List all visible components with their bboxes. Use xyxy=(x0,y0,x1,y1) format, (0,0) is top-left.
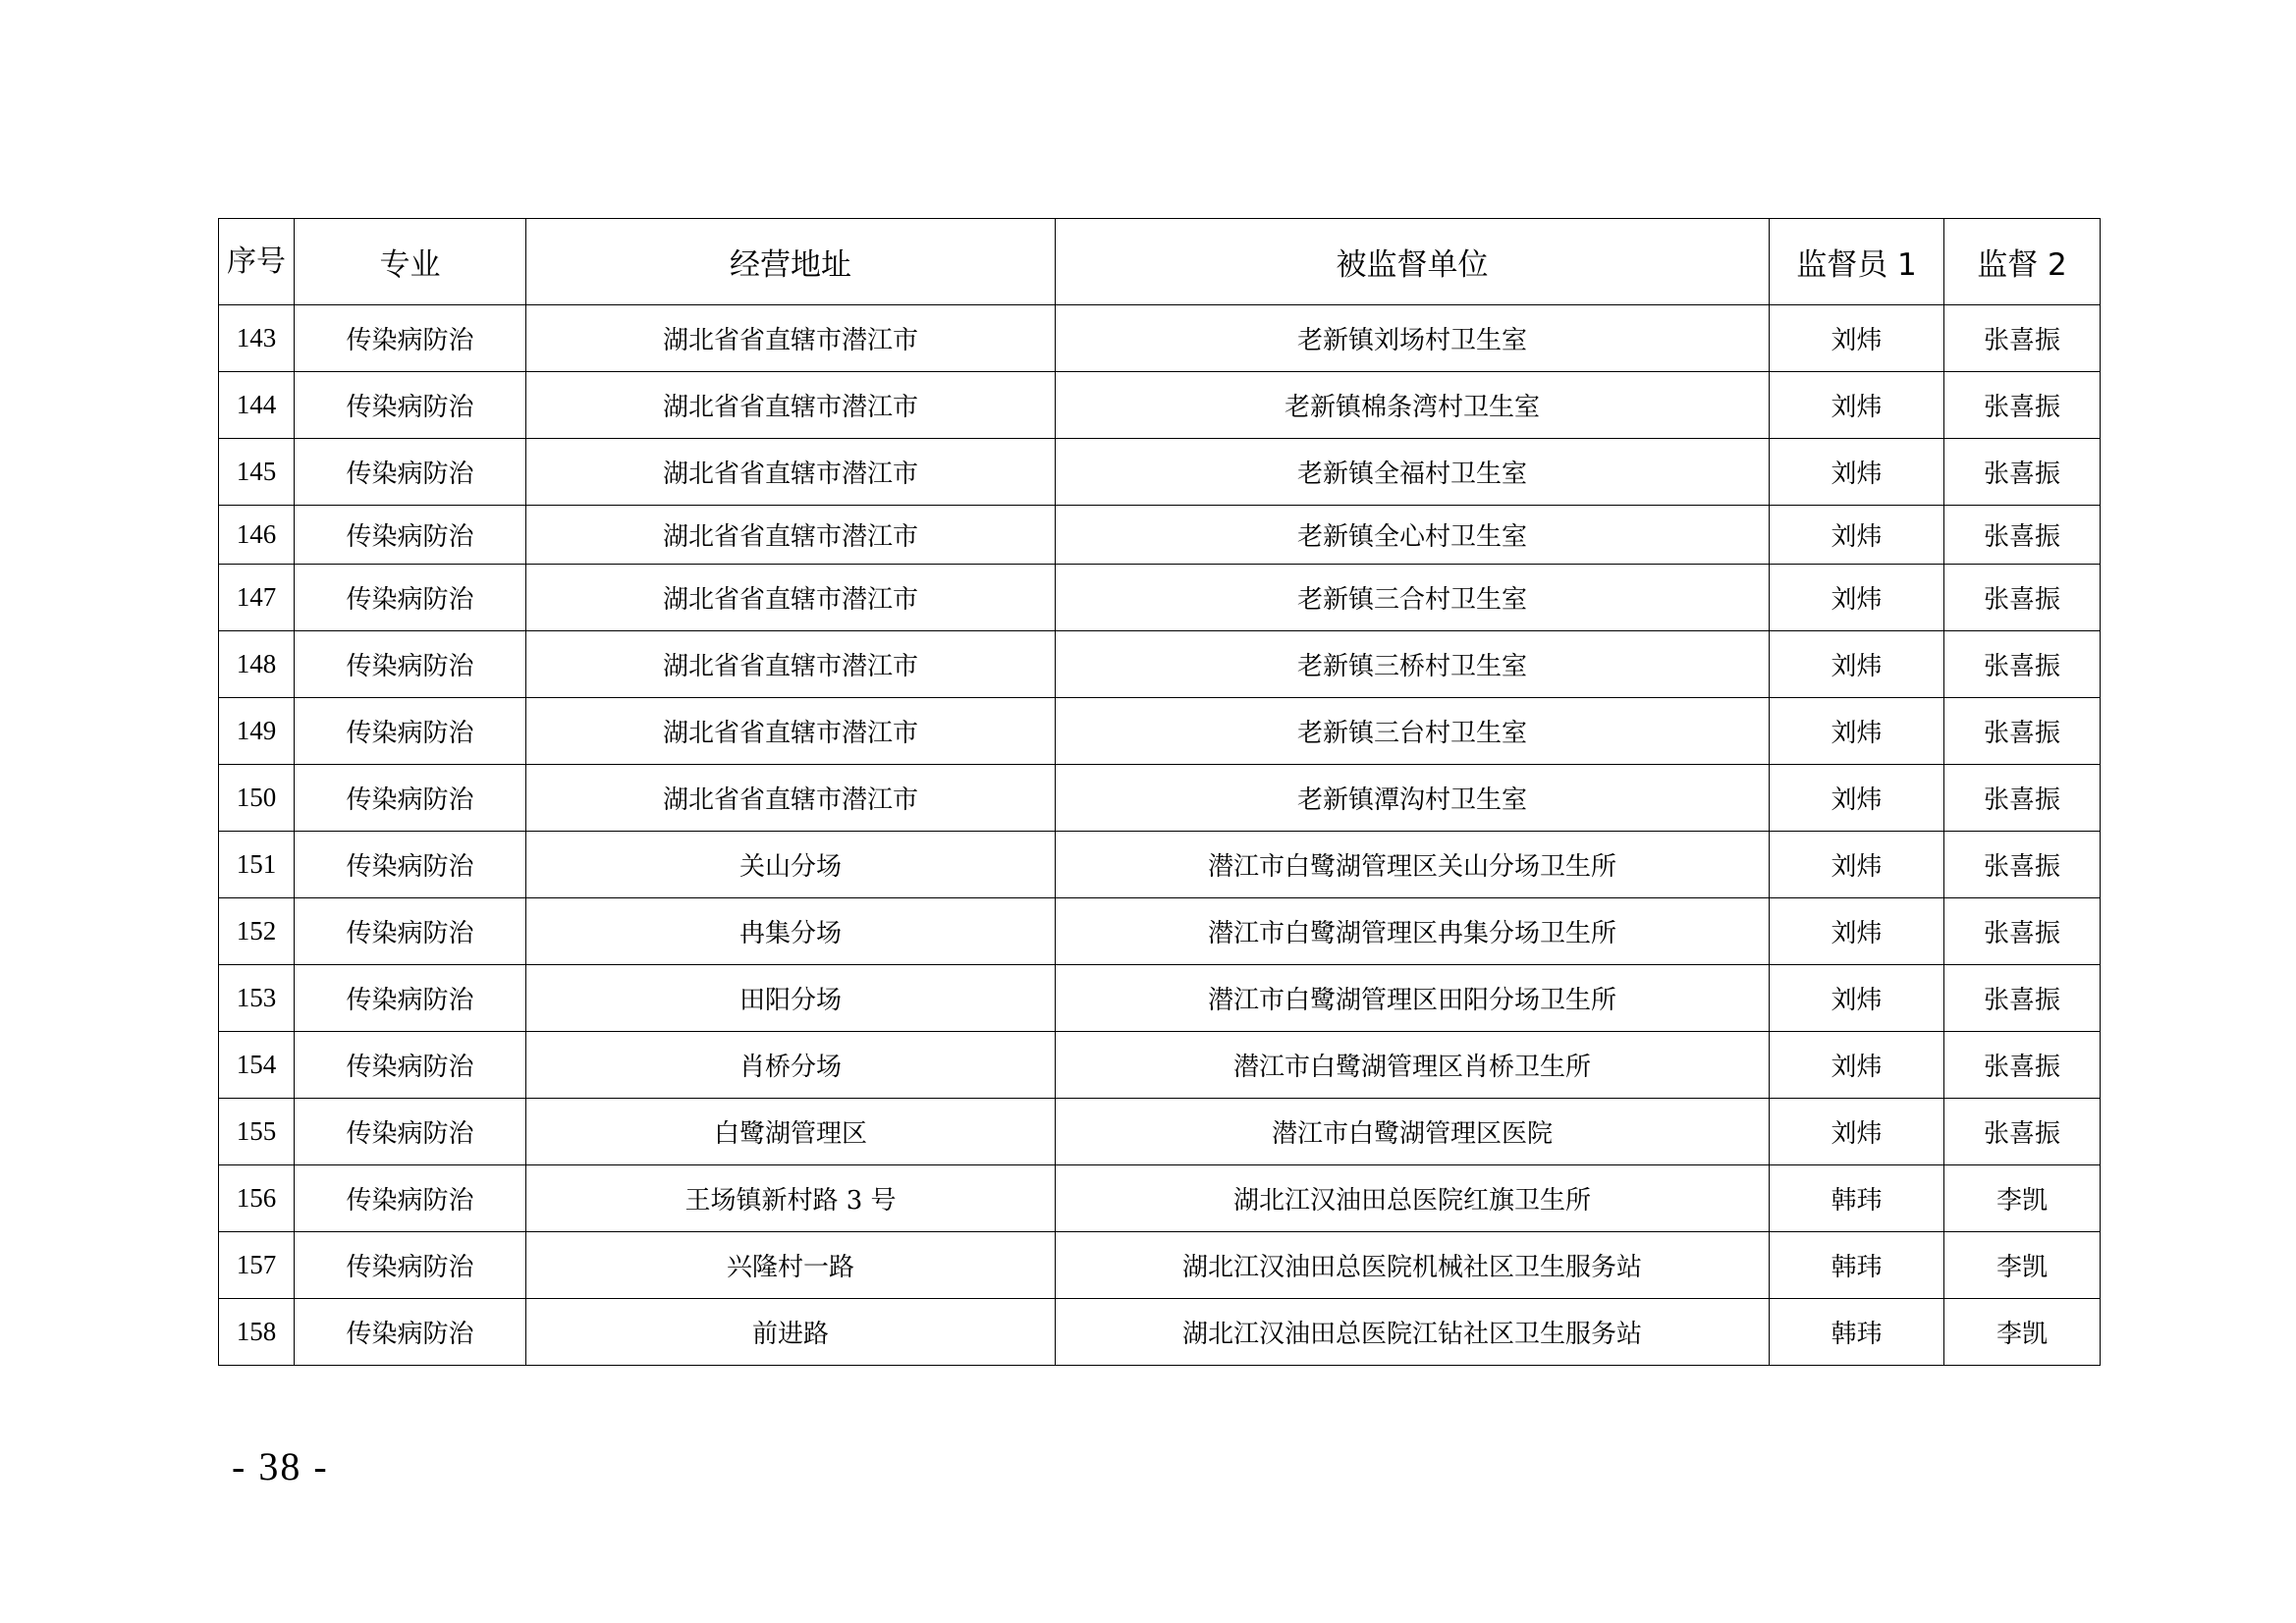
cell-seq: 147 xyxy=(219,565,295,631)
cell-supervisor2: 张喜振 xyxy=(1944,898,2101,965)
cell-seq: 146 xyxy=(219,506,295,565)
cell-address: 湖北省省直辖市潜江市 xyxy=(526,565,1056,631)
cell-address: 湖北省省直辖市潜江市 xyxy=(526,305,1056,372)
cell-supervisor1: 刘炜 xyxy=(1770,305,1944,372)
cell-seq: 154 xyxy=(219,1032,295,1099)
cell-unit: 潜江市白鹭湖管理区田阳分场卫生所 xyxy=(1056,965,1770,1032)
cell-supervisor1: 刘炜 xyxy=(1770,898,1944,965)
table-body xyxy=(219,305,2101,1366)
cell-address: 王场镇新村路 3 号 xyxy=(526,1165,1056,1232)
header-supervisor1: 监督员 1 xyxy=(1770,219,1944,305)
cell-specialty: 传染病防治 xyxy=(295,439,526,506)
cell-specialty: 传染病防治 xyxy=(295,698,526,765)
cell-supervisor1: 韩玮 xyxy=(1770,1232,1944,1299)
cell-supervisor1: 刘炜 xyxy=(1770,372,1944,439)
cell-supervisor2: 张喜振 xyxy=(1944,765,2101,832)
cell-supervisor1: 刘炜 xyxy=(1770,698,1944,765)
table-row xyxy=(219,439,2101,506)
cell-specialty: 传染病防治 xyxy=(295,305,526,372)
cell-supervisor1: 刘炜 xyxy=(1770,832,1944,898)
table-row xyxy=(219,305,2101,372)
header-specialty: 专业 xyxy=(295,219,526,305)
cell-supervisor1: 韩玮 xyxy=(1770,1165,1944,1232)
cell-unit: 湖北江汉油田总医院机械社区卫生服务站 xyxy=(1056,1232,1770,1299)
cell-unit: 潜江市白鹭湖管理区冉集分场卫生所 xyxy=(1056,898,1770,965)
cell-unit: 潜江市白鹭湖管理区医院 xyxy=(1056,1099,1770,1165)
cell-supervisor1: 刘炜 xyxy=(1770,965,1944,1032)
header-unit: 被监督单位 xyxy=(1056,219,1770,305)
cell-address: 湖北省省直辖市潜江市 xyxy=(526,372,1056,439)
header-supervisor2: 监督 2 xyxy=(1944,219,2101,305)
cell-address: 前进路 xyxy=(526,1299,1056,1366)
cell-seq: 157 xyxy=(219,1232,295,1299)
cell-supervisor2: 张喜振 xyxy=(1944,439,2101,506)
table-row xyxy=(219,506,2101,565)
cell-supervisor1: 刘炜 xyxy=(1770,506,1944,565)
table-row xyxy=(219,765,2101,832)
cell-address: 湖北省省直辖市潜江市 xyxy=(526,631,1056,698)
cell-supervisor2: 张喜振 xyxy=(1944,832,2101,898)
cell-specialty: 传染病防治 xyxy=(295,631,526,698)
cell-unit: 老新镇潭沟村卫生室 xyxy=(1056,765,1770,832)
cell-supervisor2: 张喜振 xyxy=(1944,965,2101,1032)
cell-specialty: 传染病防治 xyxy=(295,1165,526,1232)
cell-supervisor1: 刘炜 xyxy=(1770,1032,1944,1099)
cell-unit: 老新镇棉条湾村卫生室 xyxy=(1056,372,1770,439)
cell-unit: 潜江市白鹭湖管理区关山分场卫生所 xyxy=(1056,832,1770,898)
cell-seq: 143 xyxy=(219,305,295,372)
page-number: - 38 - xyxy=(232,1444,329,1488)
cell-supervisor2: 李凯 xyxy=(1944,1232,2101,1299)
cell-supervisor1: 刘炜 xyxy=(1770,565,1944,631)
cell-supervisor1: 刘炜 xyxy=(1770,439,1944,506)
cell-unit: 老新镇三合村卫生室 xyxy=(1056,565,1770,631)
cell-address: 湖北省省直辖市潜江市 xyxy=(526,698,1056,765)
table-row xyxy=(219,372,2101,439)
cell-supervisor2: 张喜振 xyxy=(1944,1099,2101,1165)
cell-address: 肖桥分场 xyxy=(526,1032,1056,1099)
cell-specialty: 传染病防治 xyxy=(295,1299,526,1366)
cell-specialty: 传染病防治 xyxy=(295,832,526,898)
table-row xyxy=(219,832,2101,898)
cell-seq: 153 xyxy=(219,965,295,1032)
cell-address: 白鹭湖管理区 xyxy=(526,1099,1056,1165)
cell-supervisor2: 张喜振 xyxy=(1944,631,2101,698)
cell-specialty: 传染病防治 xyxy=(295,565,526,631)
cell-seq: 150 xyxy=(219,765,295,832)
table-row xyxy=(219,1099,2101,1165)
cell-supervisor1: 刘炜 xyxy=(1770,631,1944,698)
cell-supervisor2: 张喜振 xyxy=(1944,372,2101,439)
cell-seq: 155 xyxy=(219,1099,295,1165)
cell-specialty: 传染病防治 xyxy=(295,372,526,439)
cell-seq: 156 xyxy=(219,1165,295,1232)
header-address: 经营地址 xyxy=(526,219,1056,305)
table-row xyxy=(219,1299,2101,1366)
cell-unit: 湖北江汉油田总医院江钻社区卫生服务站 xyxy=(1056,1299,1770,1366)
cell-seq: 145 xyxy=(219,439,295,506)
cell-supervisor2: 李凯 xyxy=(1944,1299,2101,1366)
cell-unit: 老新镇全心村卫生室 xyxy=(1056,506,1770,565)
cell-supervisor2: 张喜振 xyxy=(1944,305,2101,372)
cell-seq: 152 xyxy=(219,898,295,965)
table-header-row xyxy=(219,219,2101,305)
cell-unit: 老新镇刘场村卫生室 xyxy=(1056,305,1770,372)
cell-unit: 潜江市白鹭湖管理区肖桥卫生所 xyxy=(1056,1032,1770,1099)
cell-seq: 148 xyxy=(219,631,295,698)
table-row xyxy=(219,1032,2101,1099)
cell-address: 冉集分场 xyxy=(526,898,1056,965)
cell-supervisor2: 李凯 xyxy=(1944,1165,2101,1232)
cell-supervisor2: 张喜振 xyxy=(1944,698,2101,765)
table-row xyxy=(219,965,2101,1032)
table-row xyxy=(219,631,2101,698)
cell-supervisor2: 张喜振 xyxy=(1944,506,2101,565)
cell-specialty: 传染病防治 xyxy=(295,506,526,565)
cell-supervisor1: 刘炜 xyxy=(1770,1099,1944,1165)
cell-unit: 老新镇三台村卫生室 xyxy=(1056,698,1770,765)
cell-seq: 151 xyxy=(219,832,295,898)
table-row xyxy=(219,1165,2101,1232)
cell-seq: 144 xyxy=(219,372,295,439)
table-row xyxy=(219,565,2101,631)
supervision-table xyxy=(218,218,2101,1366)
table-row xyxy=(219,698,2101,765)
table-row xyxy=(219,1232,2101,1299)
cell-address: 湖北省省直辖市潜江市 xyxy=(526,765,1056,832)
cell-specialty: 传染病防治 xyxy=(295,898,526,965)
table-row xyxy=(219,898,2101,965)
cell-address: 湖北省省直辖市潜江市 xyxy=(526,506,1056,565)
cell-supervisor2: 张喜振 xyxy=(1944,1032,2101,1099)
cell-specialty: 传染病防治 xyxy=(295,1232,526,1299)
header-seq: 序号 xyxy=(219,219,295,305)
cell-specialty: 传染病防治 xyxy=(295,765,526,832)
cell-address: 兴隆村一路 xyxy=(526,1232,1056,1299)
cell-seq: 149 xyxy=(219,698,295,765)
cell-unit: 老新镇全福村卫生室 xyxy=(1056,439,1770,506)
cell-specialty: 传染病防治 xyxy=(295,1032,526,1099)
cell-supervisor2: 张喜振 xyxy=(1944,565,2101,631)
cell-address: 湖北省省直辖市潜江市 xyxy=(526,439,1056,506)
cell-specialty: 传染病防治 xyxy=(295,965,526,1032)
cell-supervisor1: 刘炜 xyxy=(1770,765,1944,832)
cell-address: 田阳分场 xyxy=(526,965,1056,1032)
cell-unit: 湖北江汉油田总医院红旗卫生所 xyxy=(1056,1165,1770,1232)
cell-address: 关山分场 xyxy=(526,832,1056,898)
cell-unit: 老新镇三桥村卫生室 xyxy=(1056,631,1770,698)
cell-supervisor1: 韩玮 xyxy=(1770,1299,1944,1366)
cell-specialty: 传染病防治 xyxy=(295,1099,526,1165)
cell-seq: 158 xyxy=(219,1299,295,1366)
